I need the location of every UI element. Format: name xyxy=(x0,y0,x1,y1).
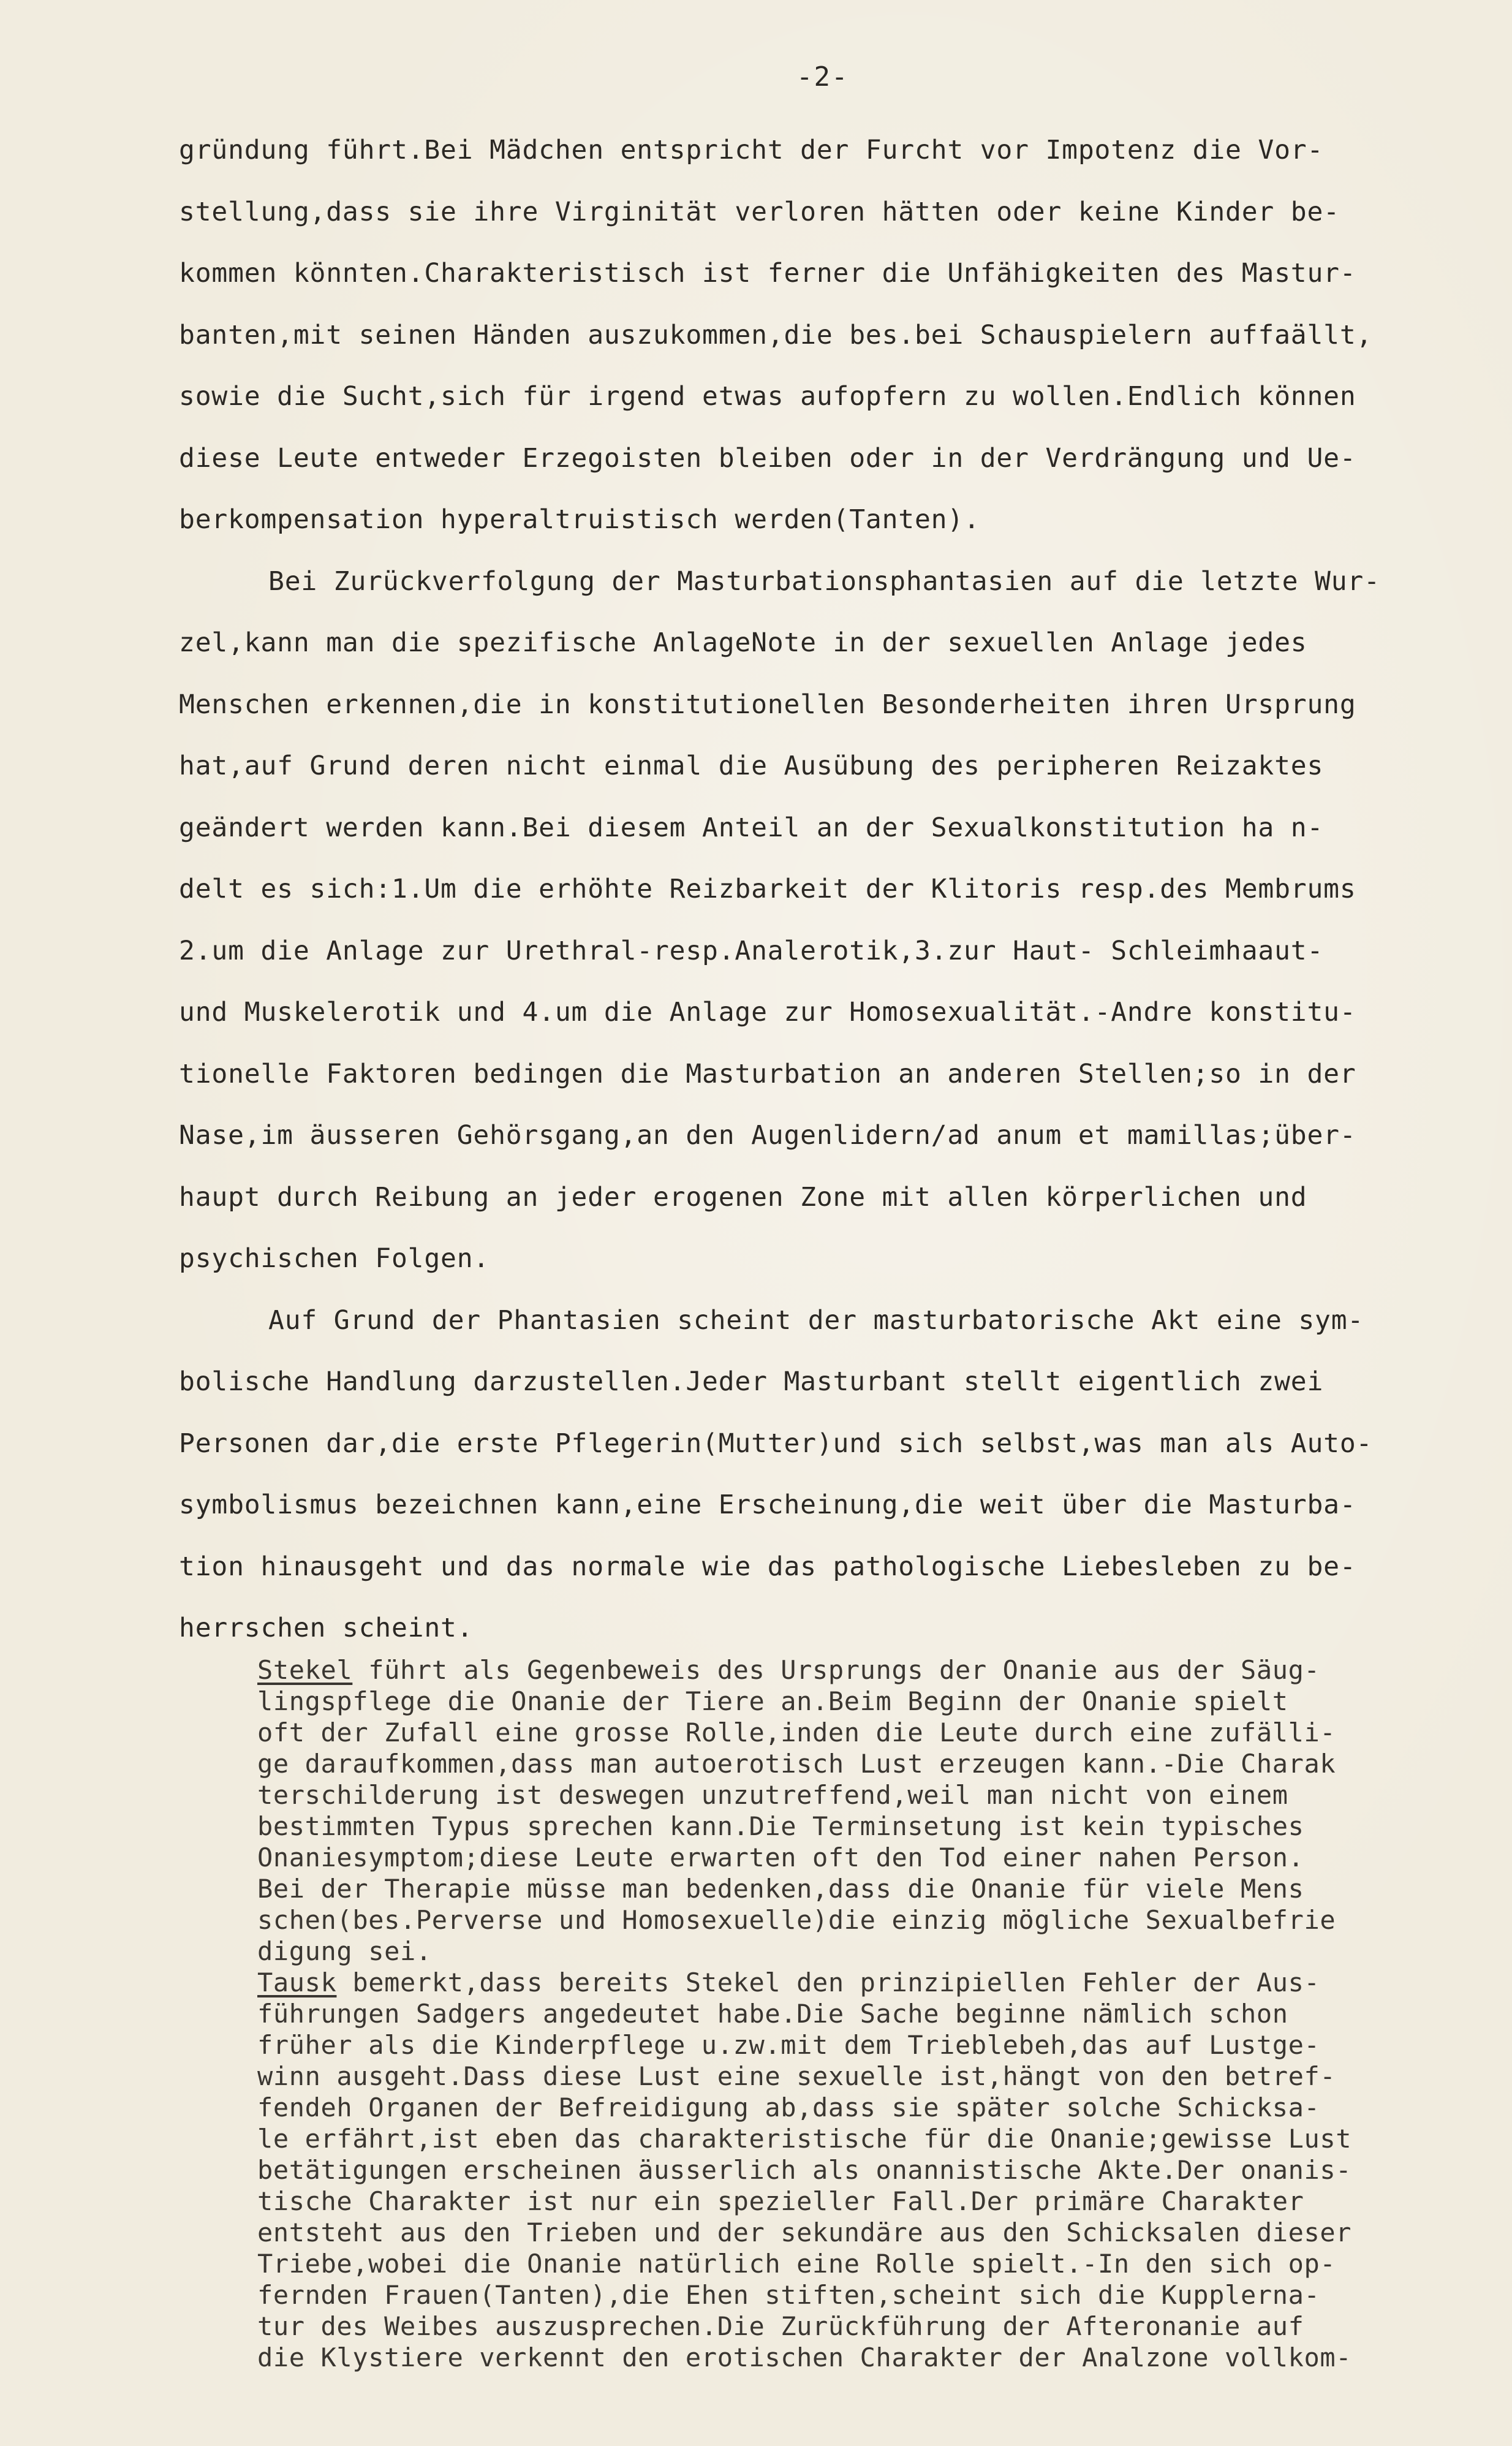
text-line: ge daraufkommen,dass man autoerotisch Lust erzeugen kann.-Die Charak xyxy=(257,1749,1336,1779)
text-line: bestimmten Typus sprechen kann.Die Terminsetung ist kein typisches xyxy=(257,1811,1304,1841)
text-line: tion hinausgeht und das normale wie das pathologische Liebesleben zu be- xyxy=(179,1551,1356,1582)
text-line: tur des Weibes auszusprechen.Die Zurückführung der Afteronanie auf xyxy=(257,2311,1304,2341)
text-line: 2.um die Anlage zur Urethral-resp.Analerotik,3.zur Haut- Schleimhaaut- xyxy=(179,935,1324,966)
paragraph-2 xyxy=(179,551,1490,1290)
text-line: betätigungen erscheinen äusserlich als onannistische Akte.Der onanis- xyxy=(257,2155,1352,2185)
text-line: fernden Frauen(Tanten),die Ehen stiften,scheint sich die Kupplerna- xyxy=(257,2280,1320,2310)
text-line: Bei der Therapie müsse man bedenken,dass die Onanie für viele Mens xyxy=(257,1874,1304,1904)
text-line: entsteht aus den Trieben und der sekundäre aus den Schicksalen dieser xyxy=(257,2217,1352,2247)
text-line: winn ausgeht.Dass diese Lust eine sexuelle ist,hängt von den betref- xyxy=(257,2061,1336,2091)
speaker-name: Stekel xyxy=(257,1655,353,1685)
text-line xyxy=(257,1654,1495,1686)
text-line: psychischen Folgen. xyxy=(179,1243,490,1274)
text-line: terschilderung ist deswegen unzutreffend,weil man nicht von einem xyxy=(257,1780,1288,1810)
text-line: schen(bes.Perverse und Homosexuelle)die einzig mögliche Sexualbefrie xyxy=(257,1905,1336,1935)
text-line: diese Leute entweder Erzegoisten bleiben oder in der Verdrängung und Ue- xyxy=(179,442,1356,474)
text-line: herrschen scheint. xyxy=(179,1613,474,1643)
text-line: fendeh Organen der Befreidigung ab,dass sie später solche Schicksa- xyxy=(257,2092,1320,2122)
text-line: tionelle Faktoren bedingen die Masturbation an anderen Stellen;so in der xyxy=(179,1058,1356,1089)
text-line: Auf Grund der Phantasien scheint der masturbatorische Akt eine sym- xyxy=(268,1304,1364,1336)
text-line: lingspflege die Onanie der Tiere an.Beim Beginn der Onanie spielt xyxy=(257,1686,1288,1716)
text-line: Menschen erkennen,die in konstitutionellen Besonderheiten ihren Ursprung xyxy=(179,689,1356,720)
text-line: Triebe,wobei die Onanie natürlich eine Rolle spielt.-In den sich op- xyxy=(257,2249,1336,2279)
text-line: früher als die Kinderpflege u.zw.mit dem Trieblebeh,das auf Lustge- xyxy=(257,2030,1320,2060)
text-line: tische Charakter ist nur ein spezieller Fall.Der primäre Charakter xyxy=(257,2186,1304,2216)
text-line: berkompensation hyperaltruistisch werden(Tanten). xyxy=(179,504,980,535)
text-line: banten,mit seinen Händen auszukommen,die bes.bei Schauspielern auffaällt, xyxy=(179,319,1373,350)
text-line: gründung führt.Bei Mädchen entspricht der Furcht vor Impotenz die Vor- xyxy=(179,135,1324,165)
text-line: oft der Zufall eine grosse Rolle,inden die Leute durch eine zufälli- xyxy=(257,1717,1336,1747)
text-line: Personen dar,die erste Pflegerin(Mutter)und sich selbst,was man als Auto- xyxy=(179,1428,1373,1459)
text-line: digung sei. xyxy=(257,1936,432,1966)
text-line: Onaniesymptom;diese Leute erwarten oft den Tod einer nahen Person. xyxy=(257,1842,1304,1872)
paragraph-3 xyxy=(179,1290,1490,1659)
text-line: kommen könnten.Charakteristisch ist ferner die Unfähigkeiten des Mastur- xyxy=(179,258,1356,289)
text-line: und Muskelerotik und 4.um die Anlage zur Homosexualität.-Andre konstitu- xyxy=(179,997,1356,1028)
text-line: die Klystiere verkennt den erotischen Charakter der Analzone vollkom- xyxy=(257,2342,1352,2372)
text-line: le erfährt,ist eben das charakteristische für die Onanie;gewisse Lust xyxy=(257,2124,1352,2154)
discussion-entry-tausk xyxy=(257,1967,1495,2373)
text-line: symbolismus bezeichnen kann,eine Erscheinung,die weit über die Masturba- xyxy=(179,1490,1356,1520)
main-body-text xyxy=(179,119,1490,1659)
discussion-notes xyxy=(257,1654,1495,2373)
text-line xyxy=(257,1967,1495,1998)
text-line: haupt durch Reibung an jeder erogenen Zone mit allen körperlichen und xyxy=(179,1181,1307,1213)
text-line: hat,auf Grund deren nicht einmal die Ausübung des peripheren Reizaktes xyxy=(179,751,1324,781)
text-line: bolische Handlung darzustellen.Jeder Masturbant stellt eigentlich zwei xyxy=(179,1366,1324,1397)
page-number: -2- xyxy=(796,61,849,93)
text-line: zel,kann man die spezifische AnlageNote in der sexuellen Anlage jedes xyxy=(179,627,1307,658)
text-line: stellung,dass sie ihre Virginität verloren hätten oder keine Kinder be- xyxy=(179,196,1340,227)
text-line: Bei Zurückverfolgung der Masturbationsphantasien auf die letzte Wur- xyxy=(268,566,1380,597)
text-line: führungen Sadgers angedeutet habe.Die Sache beginne nämlich schon xyxy=(257,1999,1288,2029)
text-line: delt es sich:1.Um die erhöhte Reizbarkeit der Klitoris resp.des Membrums xyxy=(179,874,1356,904)
discussion-entry-stekel xyxy=(257,1654,1495,1967)
speaker-text: führt als Gegenbeweis des Ursprungs der Onanie aus der Säug- xyxy=(352,1655,1320,1685)
paragraph-1 xyxy=(179,119,1490,551)
text-line: Nase,im äusseren Gehörsgang,an den Augenlidern/ad anum et mamillas;über- xyxy=(179,1120,1356,1151)
speaker-text: bemerkt,dass bereits Stekel den prinzipiellen Fehler der Aus- xyxy=(336,1967,1320,1997)
text-line: geändert werden kann.Bei diesem Anteil an der Sexualkonstitution ha n- xyxy=(179,812,1324,843)
speaker-name: Tausk xyxy=(257,1967,337,1997)
text-line: sowie die Sucht,sich für irgend etwas aufopfern zu wollen.Endlich können xyxy=(179,381,1356,412)
